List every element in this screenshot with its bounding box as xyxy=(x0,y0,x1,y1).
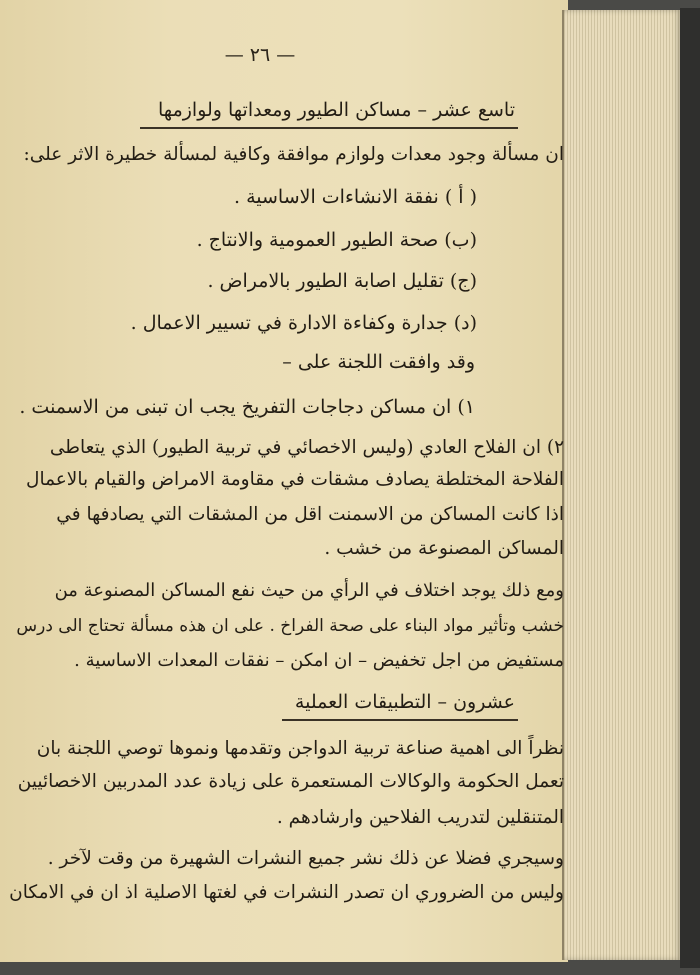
paragraph-wood-line-3: مستفيض من اجل تخفيض – ان امكن – نفقات المعدات الاساسية . xyxy=(74,650,564,671)
paragraph-publications-line-1: وسيجري فضلا عن ذلك نشر جميع النشرات الشهيرة من وقت لآخر . xyxy=(47,848,564,869)
numbered-item-1: ١) ان مساكن دجاجات التفريخ يجب ان تبنى من الاسمنت . xyxy=(19,396,475,418)
paragraph-practical-line-2: تعمل الحكومة والوكالات المستعمرة على زيادة عدد المدربين الاخصائيين xyxy=(17,771,564,792)
numbered-item-2-line-4: المساكن المصنوعة من خشب . xyxy=(324,538,564,559)
heading-underline-19 xyxy=(140,127,518,129)
paragraph-practical-line-3: المتنقلين لتدريب الفلاحين وارشادهم . xyxy=(276,807,564,828)
list-item-d: (د) جدارة وكفاءة الادارة في تسيير الاعمال . xyxy=(130,312,477,334)
page-stack-edge xyxy=(562,10,682,960)
page-number: — ٢٦ — xyxy=(224,44,296,66)
book-cover-edge xyxy=(680,8,700,968)
paragraph-wood-line-1: ومع ذلك يوجد اختلاف في الرأي من حيث نفع المساكن المصنوعة من xyxy=(54,580,564,601)
section-heading-20: عشرون – التطبيقات العملية xyxy=(294,691,515,713)
paragraph-publications-line-2: وليس من الضروري ان تصدر النشرات في لغتها الاصلية اذ ان في الامكان xyxy=(9,882,564,903)
list-item-c: (ج) تقليل اصابة الطيور بالامراض . xyxy=(207,270,477,292)
numbered-item-2-line-3: اذا كانت المساكن من الاسمنت اقل من المشقات التي يصادفها في xyxy=(56,504,564,525)
numbered-item-2-line-2: الفلاحة المختلطة يصادف مشقات في مقاومة الامراض والقيام بالاعمال xyxy=(26,469,564,490)
section-heading-19: تاسع عشر – مساكن الطيور ومعداتها ولوازمها xyxy=(158,99,515,121)
paragraph-wood-line-2: خشب وتأثير مواد البناء على صحة الفراخ . على ان هذه مسألة تحتاج الى درس xyxy=(16,616,564,636)
paragraph-practical-line-1: نظراً الى اهمية صناعة تربية الدواجن وتقدمها ونموها توصي اللجنة بان xyxy=(36,738,564,759)
paragraph-committee: وقد وافقت اللجنة على – xyxy=(282,351,475,373)
heading-underline-20 xyxy=(282,719,518,721)
list-item-b: (ب) صحة الطيور العمومية والانتاج . xyxy=(196,229,477,251)
paragraph-intro: ان مسألة وجود معدات ولوازم موافقة وكافية لمسألة خطيرة الاثر على: xyxy=(23,144,564,165)
numbered-item-2-line-1: ٢) ان الفلاح العادي (وليس الاخصائي في تربية الطيور) الذي يتعاطى xyxy=(49,437,564,458)
list-item-a: ( أ ) نفقة الانشاءات الاساسية . xyxy=(234,186,477,208)
